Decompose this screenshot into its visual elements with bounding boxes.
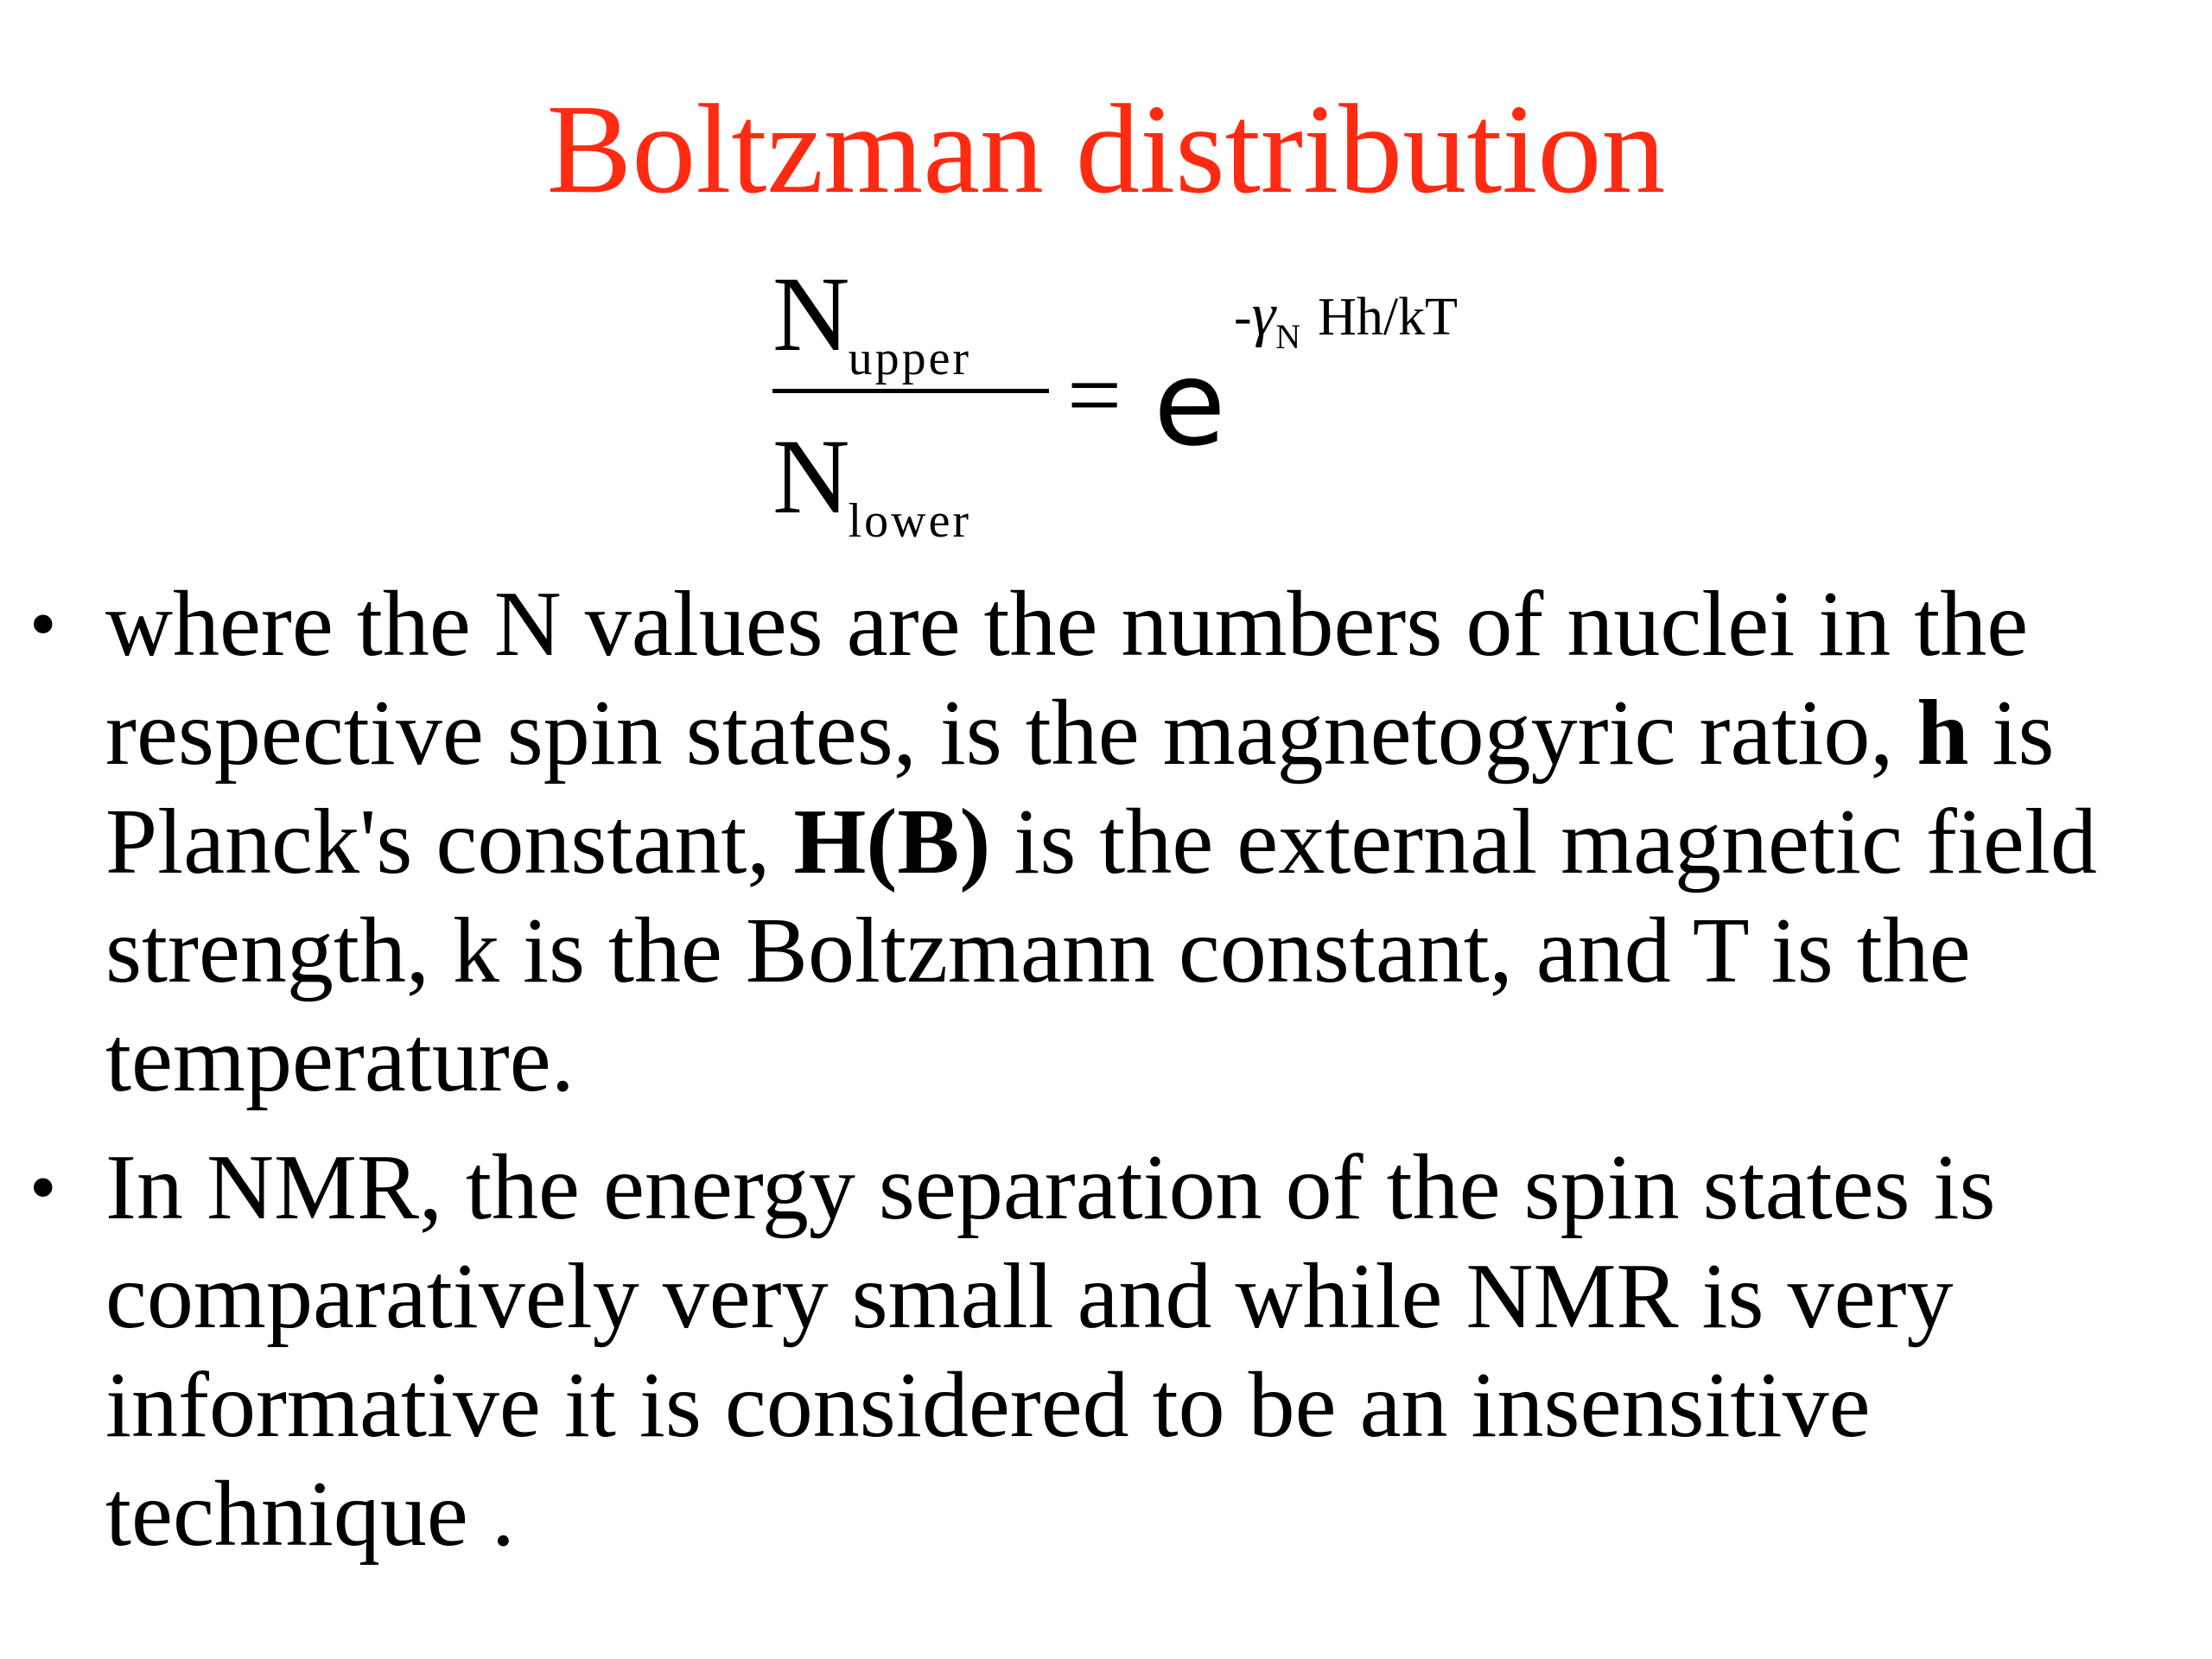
bullet-dot-icon: •	[29, 1145, 57, 1230]
denominator-symbol: N	[772, 417, 850, 536]
fraction-bar	[772, 389, 1049, 393]
bold-term-h: h	[1916, 682, 1969, 785]
bullet-list	[0, 570, 2212, 1588]
bullet-item	[0, 1134, 2212, 1569]
boltzmann-formula	[760, 244, 1624, 555]
numerator-symbol: N	[772, 255, 850, 373]
bullet-text: is Planck's constant,	[105, 682, 2055, 893]
gamma-symbol: γ	[1251, 282, 1276, 348]
bullet-item	[0, 570, 2212, 1115]
exponent	[1234, 282, 1459, 356]
formula-denominator	[772, 417, 1058, 550]
gamma-subscript: N	[1275, 317, 1301, 356]
exponential-base: e	[1154, 336, 1226, 473]
bullet-dot-icon: •	[29, 582, 57, 667]
exponent-rest: Hh/kT	[1318, 288, 1459, 346]
bold-term-hb: H(B)	[793, 791, 991, 893]
formula-numerator	[772, 255, 1058, 388]
bullet-text: In NMR, the energy separation of the spin states is comparatively very small and while NMR is very informative it is considered to be an insensitive technique .	[105, 1136, 1996, 1566]
exponent-sign: -	[1234, 288, 1252, 346]
denominator-subscript: lower	[848, 494, 972, 548]
numerator-subscript: upper	[848, 332, 972, 385]
slide-title: Boltzman distribution	[546, 79, 1666, 220]
bullet-text: is the external magnetic field strength, k is the Boltzmann constant, and T is the temperature.	[105, 791, 2097, 1111]
equals-sign: =	[1067, 342, 1122, 449]
bullet-text: where the N values are the numbers of nuclei in the respective spin states, is the magnetogyric ratio,	[105, 573, 2029, 785]
